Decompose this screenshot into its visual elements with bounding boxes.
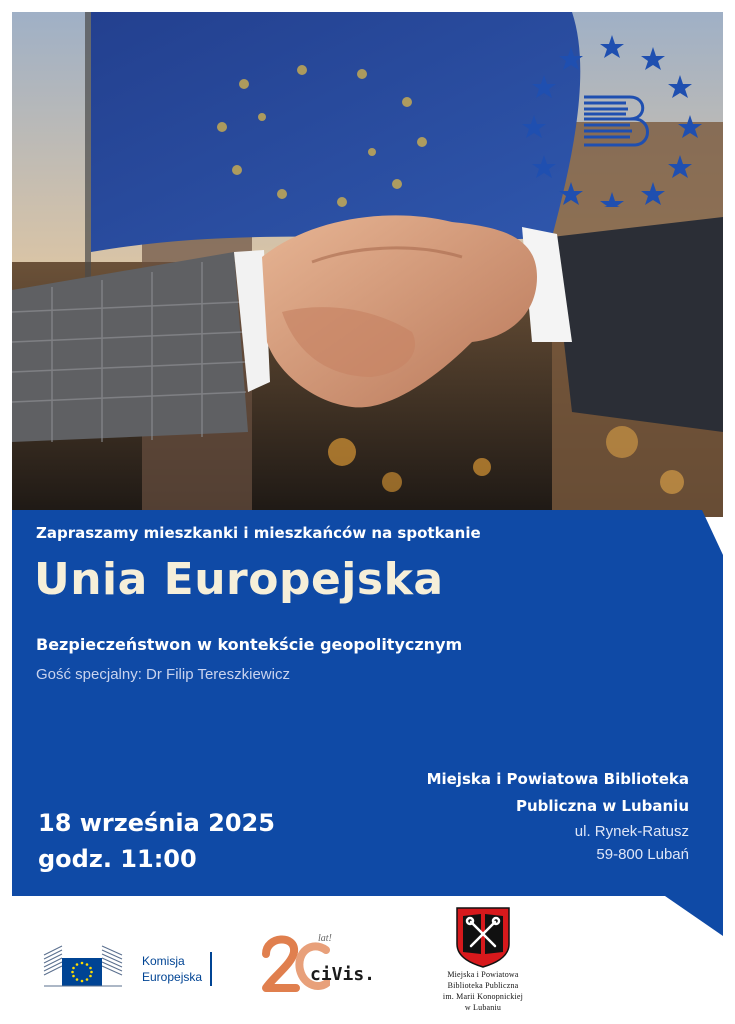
invitation-text: Zapraszamy mieszkanki i mieszkańców na spotkanie [36, 524, 481, 542]
event-title: Unia Europejska [34, 554, 444, 605]
eu-commission-logo-icon [42, 940, 137, 990]
european-commission-logo [42, 940, 217, 990]
commission-name-line2: Europejska [142, 970, 203, 984]
library-logo-line1: Miejska i Powiatowa [447, 970, 519, 979]
panel-corner-notch [665, 896, 725, 941]
venue-name-line2: Publiczna w Lubaniu [515, 797, 689, 815]
venue-name-line1: Miejska i Powiatowa Biblioteka [426, 770, 689, 788]
library-logo-line2: Biblioteka Publiczna [447, 981, 519, 990]
venue-address-line2: 59-800 Lubań [596, 846, 689, 863]
civis-logo [260, 928, 400, 998]
library-logo-line4: w Lubaniu [464, 1003, 502, 1012]
library-logo-line3: im. Marii Konopnickiej [442, 992, 524, 1001]
handshake-photo [12, 12, 723, 517]
civis-years-label: lat! [318, 933, 332, 944]
library-logo [418, 904, 548, 1022]
special-guest: Gość specjalny: Dr Filip Tereszkiewicz [36, 666, 290, 683]
civis-wordmark: ciVis. [310, 964, 376, 985]
event-subtitle: Bezpieczeństwon w kontekście geopolitycznym [36, 635, 463, 654]
commission-name-line1: Komisja [142, 954, 185, 968]
event-date: 18 września 2025 [38, 809, 275, 837]
library-b-logo-icon [522, 27, 702, 207]
commission-divider [210, 952, 212, 986]
library-crest-icon [453, 904, 513, 968]
event-time: godz. 11:00 [38, 845, 197, 873]
venue-address-line1: ul. Rynek-Ratusz [574, 823, 689, 840]
